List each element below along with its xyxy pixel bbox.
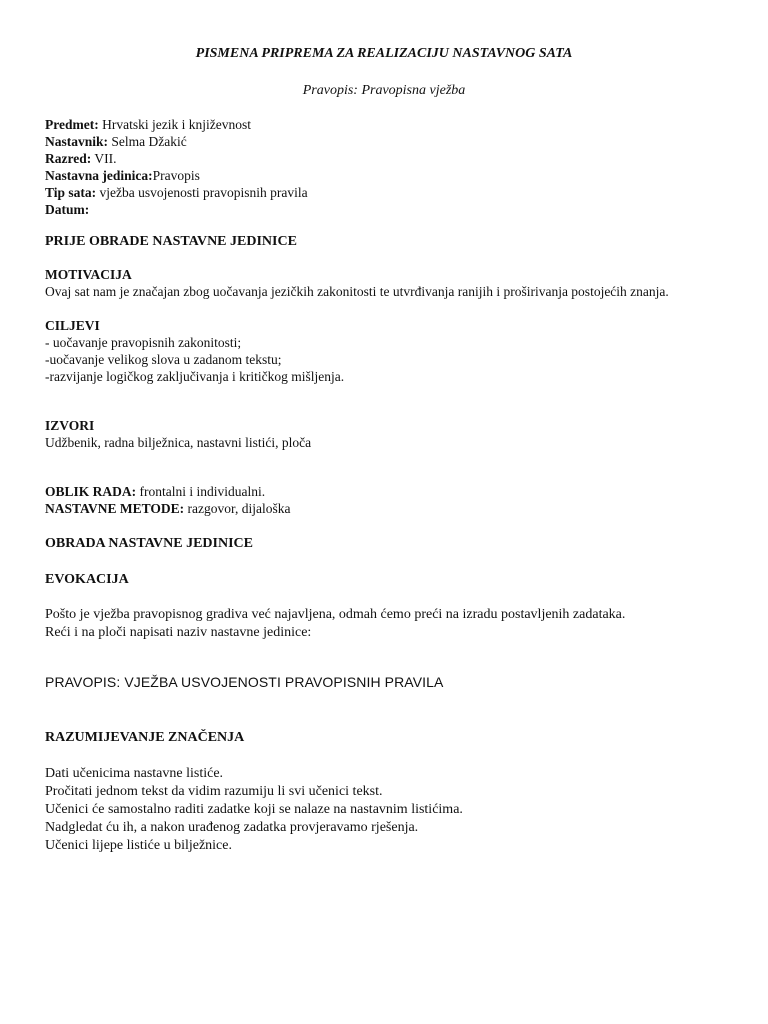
info-predmet <box>45 116 745 133</box>
list-item: -razvijanje logičkog zaključivanja i kritičkog mišljenja. <box>45 369 345 384</box>
document-title: PISMENA PRIPREMA ZA REALIZACIJU NASTAVNOG SATA <box>195 46 573 61</box>
section-motivacija <box>45 266 745 300</box>
section-heading: OBRADA NASTAVNE JEDINICE <box>45 536 253 551</box>
info-nastavnik <box>45 133 745 150</box>
paragraph-line: Učenici će samostalno raditi zadatke koji se nalaze na nastavnim listićima. <box>45 802 463 817</box>
section-evokacija <box>45 571 745 588</box>
label: Nastavnik: <box>45 134 109 149</box>
value: Pravopis <box>152 168 200 183</box>
info-razred <box>45 150 745 167</box>
section-prije <box>45 233 745 250</box>
value: razgovor, dijaloška <box>184 501 291 516</box>
paragraph-line: Učenici lijepe listiće u bilježnice. <box>45 838 232 853</box>
section-heading: PRIJE OBRADE NASTAVNE JEDINICE <box>45 234 297 249</box>
section-heading: RAZUMIJEVANJE ZNAČENJA <box>45 730 245 745</box>
paragraph-line: Reći i na ploči napisati naziv nastavne jedinice: <box>45 625 312 640</box>
info-tip-sata <box>45 184 745 201</box>
section-text: Ovaj sat nam je značajan zbog uočavanja jezičkih zakonitosti te utvrđivanja ranijih i proširivanja postojećih znanja. <box>45 284 669 299</box>
document-subtitle: Pravopis: Pravopisna vježba <box>302 83 466 98</box>
section-heading: CILJEVI <box>45 318 100 333</box>
paragraph-line: Dati učenicima nastavne listiće. <box>45 766 224 781</box>
section-ciljevi <box>45 317 745 385</box>
section-oblik <box>45 483 745 517</box>
section-heading: MOTIVACIJA <box>45 267 132 282</box>
nastavne-metode <box>45 500 745 517</box>
info-jedinica <box>45 167 745 184</box>
paragraph-line: Nadgledat ću ih, a nakon urađenog zadatka provjeravamo rješenja. <box>45 820 419 835</box>
section-razumijevanje <box>45 729 745 746</box>
evokacija-text <box>45 606 745 642</box>
label: Nastavna jedinica: <box>45 168 153 183</box>
paragraph-line: Pošto je vježba pravopisnog gradiva već najavljena, odmah ćemo preći na izradu postavljenih zadataka. <box>45 607 626 622</box>
oblik-rada <box>45 483 745 500</box>
naziv-jedinice <box>45 674 745 691</box>
paragraph-line: Pročitati jednom tekst da vidim razumiju li svi učenici tekst. <box>45 784 383 799</box>
label: Tip sata: <box>45 185 97 200</box>
value: frontalni i individualni. <box>136 484 266 499</box>
list-item: -uočavanje velikog slova u zadanom tekstu; <box>45 352 282 367</box>
section-heading: EVOKACIJA <box>45 572 129 587</box>
lesson-name: PRAVOPIS: VJEŽBA USVOJENOSTI PRAVOPISNIH PRAVILA <box>45 674 444 690</box>
label: Razred: <box>45 151 92 166</box>
info-datum <box>45 201 745 218</box>
section-obrada <box>45 535 745 552</box>
label: Predmet: <box>45 117 99 132</box>
value: Selma Džakić <box>108 134 187 149</box>
razumijevanje-text <box>45 765 745 855</box>
label: OBLIK RADA: <box>45 484 137 499</box>
label: Datum: <box>45 202 90 217</box>
list-item: - uočavanje pravopisnih zakonitosti; <box>45 335 242 350</box>
info-block <box>45 116 745 218</box>
label: NASTAVNE METODE: <box>45 501 185 516</box>
value: Hrvatski jezik i književnost <box>98 117 251 132</box>
value: VII. <box>91 151 117 166</box>
section-heading: IZVORI <box>45 418 95 433</box>
section-izvori <box>45 417 745 451</box>
value: vježba usvojenosti pravopisnih pravila <box>96 185 308 200</box>
section-text: Udžbenik, radna bilježnica, nastavni listići, ploča <box>45 435 312 450</box>
